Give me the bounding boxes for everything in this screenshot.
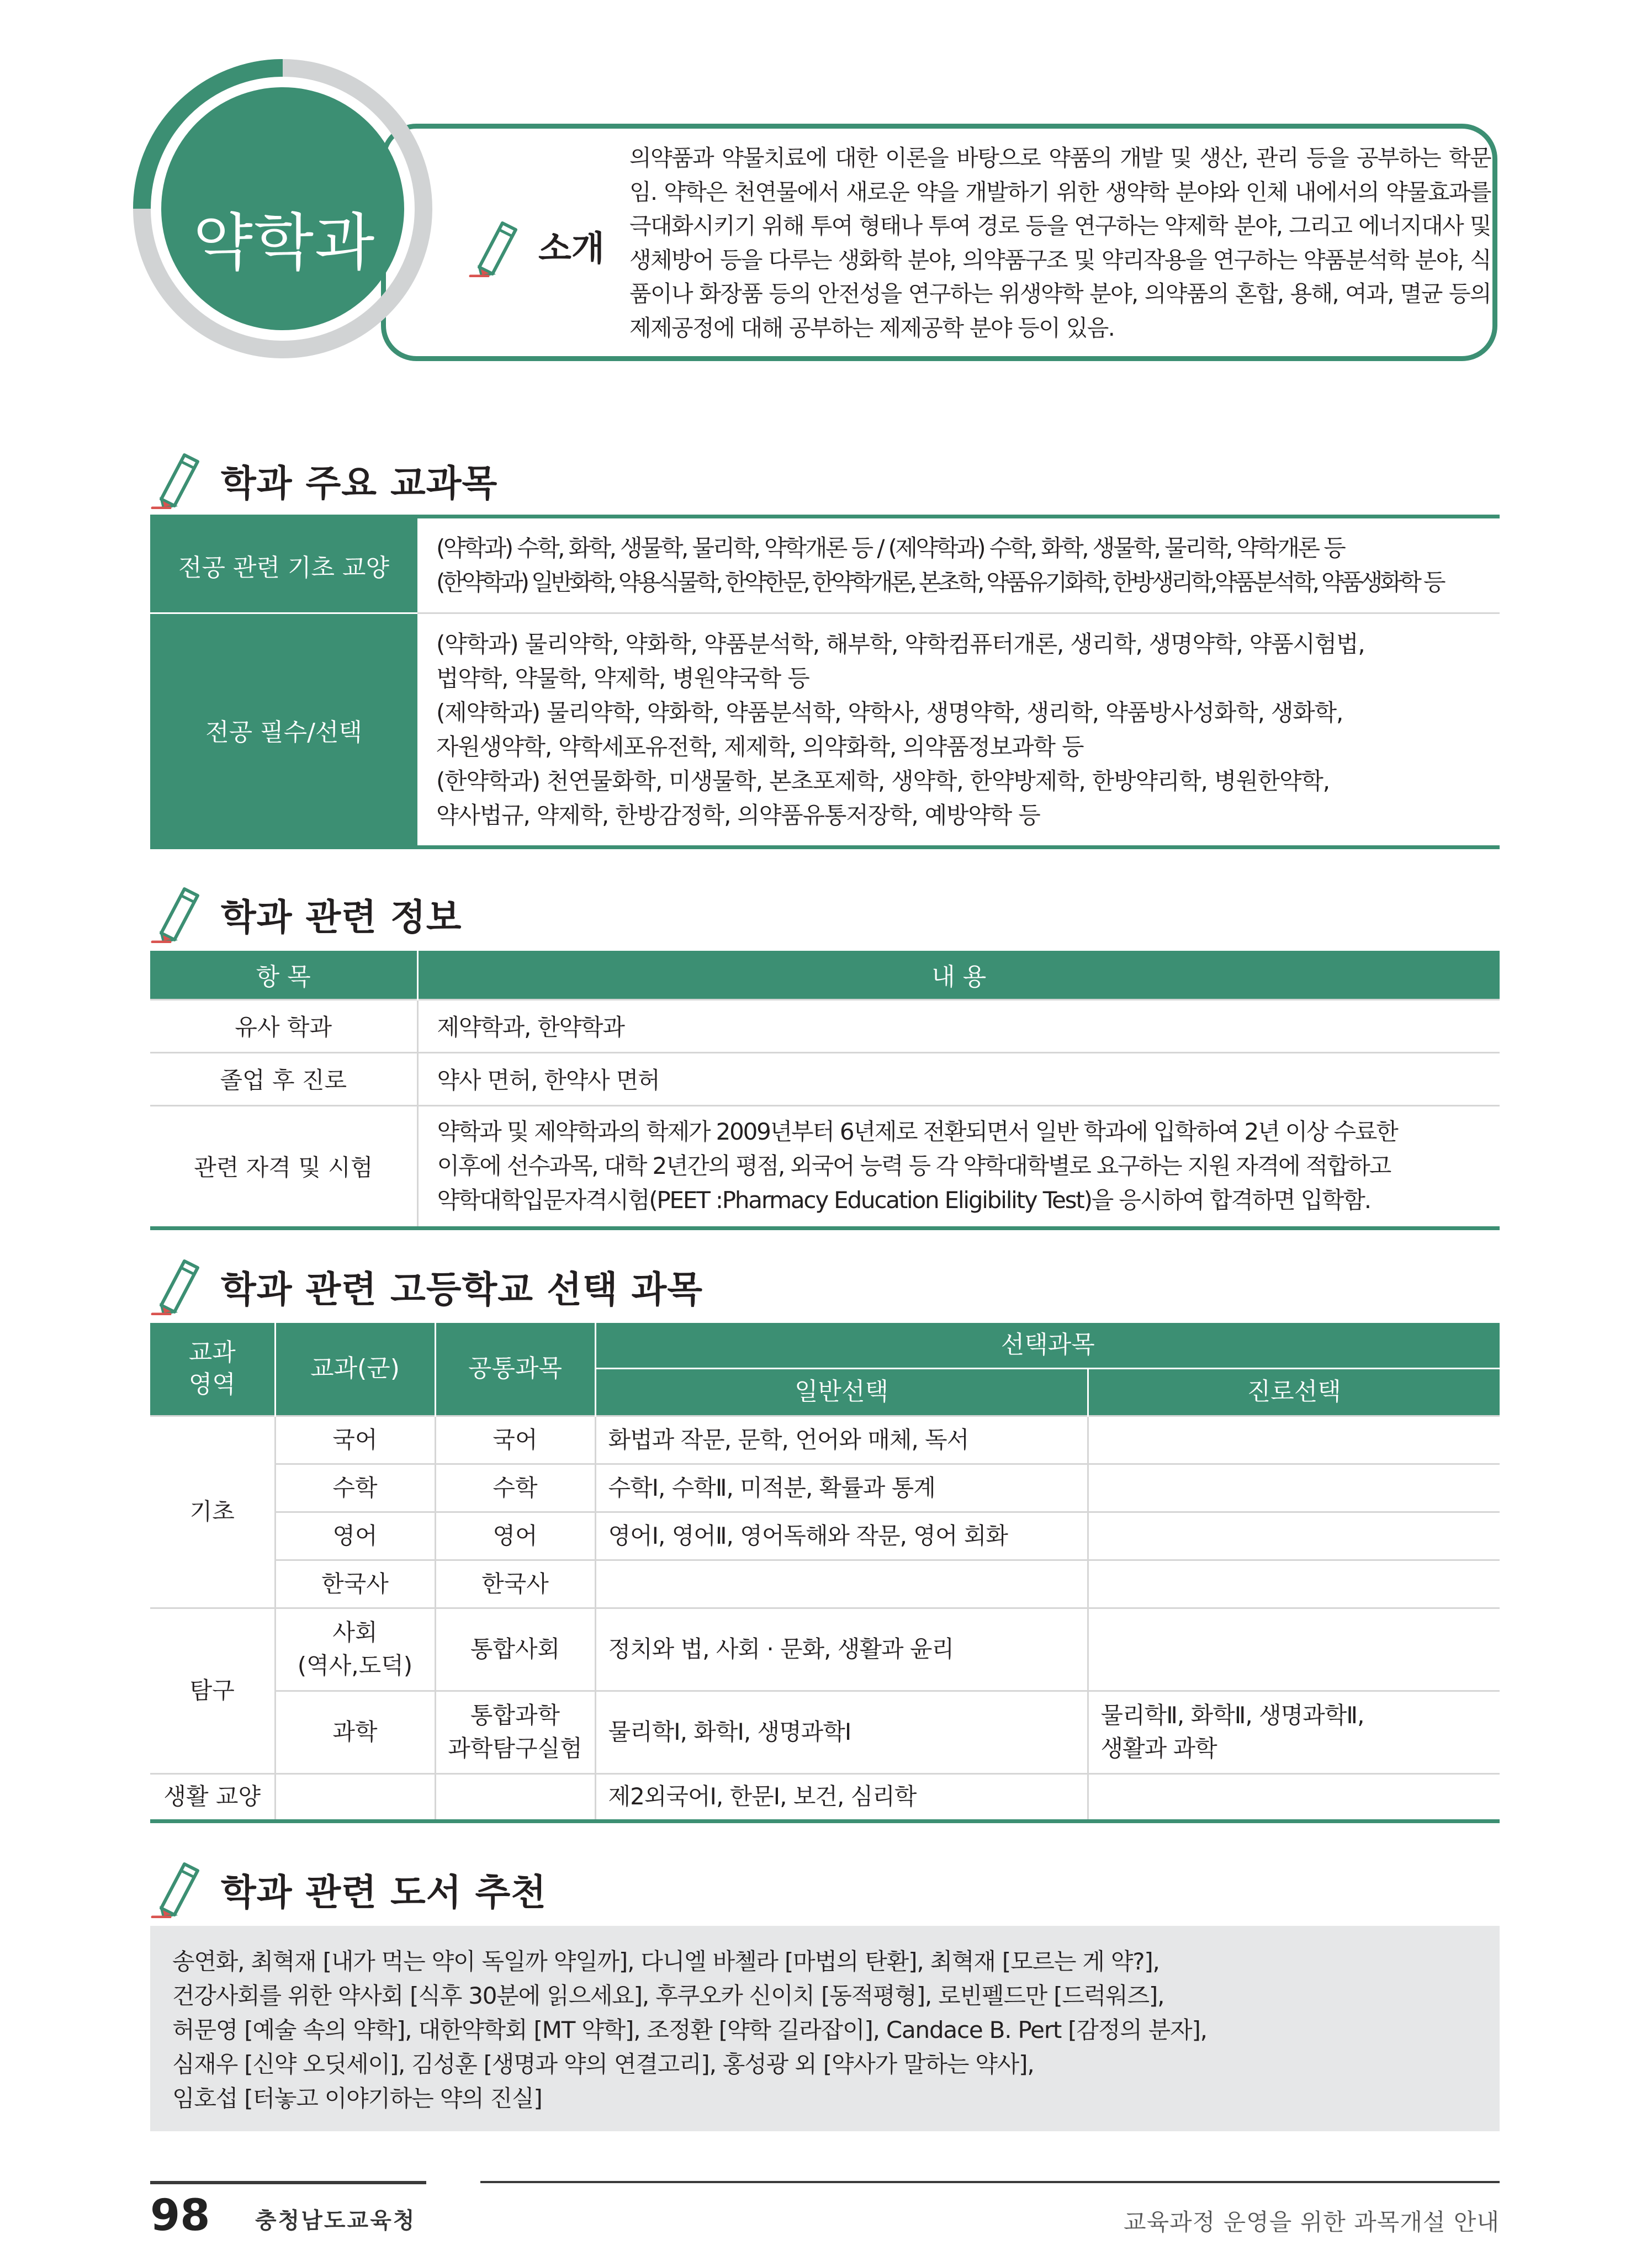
table-header-row xyxy=(150,1323,1500,1368)
table-row xyxy=(150,1773,1500,1821)
row-content xyxy=(417,1105,1500,1228)
header-line: 교과 xyxy=(188,1338,236,1367)
table-row xyxy=(150,1464,1500,1512)
column-header-career: 진로선택 xyxy=(1088,1368,1500,1416)
general-cell: 화법과 작문, 문학, 언어와 매체, 독서 xyxy=(595,1416,1088,1464)
table-row xyxy=(150,1052,1500,1105)
book-line: 송연화, 최혁재 [내가 먹는 약이 독일까 약일까], 다니엘 바첼라 [마법의 탄환], 최혁재 [모르는 게 약?], xyxy=(172,1948,1159,1975)
row-label: 전공 필수/선택 xyxy=(150,613,417,848)
cell-line: 생활과 과학 xyxy=(1100,1735,1217,1762)
career-cell xyxy=(1088,1608,1500,1691)
group-cell: 수학 xyxy=(275,1464,435,1512)
content-line: (약학과) 수학, 화학, 생물학, 물리학, 약학개론 등 / (제약학과) 수학, 화학, 생물학, 물리학, 약학개론 등 xyxy=(436,534,1344,562)
intro-text: 의약품과 약물치료에 대한 이론을 바탕으로 약품의 개발 및 생산, 관리 등을 공부하는 학문임. 약학은 천연물에서 새로운 약을 개발하기 위한 생약학 분야와 인체 내에서의 약물효과를 극대화시키기 위해 투여 형태나 투여 경로 등을 연구하는 약제학 분야, 그리고 에너지대사 및 생체방어 등을 다루는 생화학 분야, 의약품구조 및 약리작용을 연구하는 약품분석학 분야, 식품이나 화장품 등의 안전성을 연구하는 위생약학 분야, 의약품의 혼합, 용해, 여과, 멸균 등의 제제공정에 대해 공부하는 제제공학 분야 등이 있음. xyxy=(629,145,1491,341)
group-cell xyxy=(275,1773,435,1821)
general-cell: 제2외국어Ⅰ, 한문Ⅰ, 보건, 심리학 xyxy=(595,1773,1088,1821)
column-header-area xyxy=(150,1323,275,1416)
career-cell xyxy=(1088,1773,1500,1821)
table-row xyxy=(150,1512,1500,1560)
footer-guide-title: 교육과정 운영을 위한 과목개설 안내 xyxy=(1124,2209,1500,2236)
table-row xyxy=(150,999,1500,1052)
pencil-icon xyxy=(150,882,211,943)
row-content xyxy=(417,517,1500,613)
group-cell: 국어 xyxy=(275,1416,435,1464)
column-header-common: 공통과목 xyxy=(435,1323,595,1416)
book-line: 심재우 [신약 오딧세이], 김성훈 [생명과 약의 연결고리], 홍성광 외 [약사가 말하는 약사], xyxy=(172,2051,1034,2078)
footer-divider xyxy=(480,2181,1500,2183)
content-line: (제약학과) 물리약학, 약화학, 약품분석학, 약학사, 생명약학, 생리학, 약품방사성화학, 생화학, xyxy=(436,698,1343,726)
column-header-elective: 선택과목 xyxy=(595,1323,1500,1368)
career-cell xyxy=(1088,1512,1500,1560)
table-row xyxy=(150,1416,1500,1464)
section-title-subjects: 학과 관련 고등학교 선택 과목 xyxy=(221,1268,703,1311)
header-line: 영역 xyxy=(188,1370,236,1399)
group-cell xyxy=(275,1608,435,1691)
general-cell: 정치와 법, 사회 · 문화, 생활과 윤리 xyxy=(595,1608,1088,1691)
common-cell: 영어 xyxy=(435,1512,595,1560)
general-cell: 영어Ⅰ, 영어Ⅱ, 영어독해와 작문, 영어 회화 xyxy=(595,1512,1088,1560)
content-line: 약학과 및 제약학과의 학제가 2009년부터 6년제로 전환되면서 일반 학과에 입학하여 2년 이상 수료한 xyxy=(437,1118,1397,1145)
content-line: 약학대학입문자격시험(PEET :Pharmacy Education Eligibility Test)을 응시하여 합격하면 입학함. xyxy=(437,1187,1370,1214)
footer-divider xyxy=(150,2181,426,2184)
common-cell xyxy=(435,1773,595,1821)
book-line: 허문영 [예술 속의 약학], 대한약학회 [MT 약학], 조정환 [약학 길라잡이], Candace B. Pert [감정의 분자], xyxy=(172,2016,1207,2043)
common-cell: 국어 xyxy=(435,1416,595,1464)
content-line: (한약학과) 일반화학, 약용식물학, 한약한문, 한약학개론, 본초학, 약품유기화학, 한방생리학,약품분석학, 약품생화학 등 xyxy=(436,569,1443,596)
cell-line: 사회 xyxy=(332,1619,378,1646)
cell-line: 통합과학 xyxy=(470,1702,560,1729)
content-line: (약학과) 물리약학, 약화학, 약품분석학, 해부학, 약학컴퓨터개론, 생리학, 생명약학, 약품시험법, xyxy=(436,630,1365,658)
table-row xyxy=(150,1691,1500,1773)
page-number: 98 xyxy=(150,2191,210,2241)
career-cell xyxy=(1088,1691,1500,1773)
common-cell: 수학 xyxy=(435,1464,595,1512)
career-cell xyxy=(1088,1416,1500,1464)
row-label: 유사 학과 xyxy=(150,999,417,1052)
pencil-icon xyxy=(150,1857,211,1918)
row-label: 졸업 후 진로 xyxy=(150,1052,417,1105)
area-cell: 탐구 xyxy=(150,1608,275,1773)
courses-table xyxy=(150,515,1500,849)
info-table xyxy=(150,951,1500,1230)
intro-label: 소개 xyxy=(538,228,605,268)
cell-line: 과학탐구실험 xyxy=(448,1735,583,1762)
row-label: 전공 관련 기초 교양 xyxy=(150,517,417,613)
table-row xyxy=(150,517,1500,613)
section-title-info: 학과 관련 정보 xyxy=(221,896,462,939)
content-line: 자원생약학, 약학세포유전학, 제제학, 의약화학, 의약품정보과학 등 xyxy=(436,733,1084,760)
section-title-courses: 학과 주요 교과목 xyxy=(221,462,498,505)
content-line: 법약학, 약물학, 약제학, 병원약국학 등 xyxy=(436,664,809,692)
pencil-icon xyxy=(150,1254,211,1315)
row-content: 제약학과, 한약학과 xyxy=(417,999,1500,1052)
pencil-icon xyxy=(150,448,211,509)
column-header-group: 교과(군) xyxy=(275,1323,435,1416)
column-header-content: 내 용 xyxy=(417,951,1500,999)
common-cell: 통합사회 xyxy=(435,1608,595,1691)
group-cell: 한국사 xyxy=(275,1560,435,1608)
general-cell: 물리학Ⅰ, 화학Ⅰ, 생명과학Ⅰ xyxy=(595,1691,1088,1773)
column-header-item: 항 목 xyxy=(150,951,417,999)
table-row xyxy=(150,1560,1500,1608)
content-line: (한약학과) 천연물화학, 미생물학, 본초포제학, 생약학, 한약방제학, 한방약리학, 병원한약학, xyxy=(436,767,1330,795)
table-row xyxy=(150,1608,1500,1691)
section-title-books: 학과 관련 도서 추천 xyxy=(221,1871,547,1914)
book-line: 임호섭 [터놓고 이야기하는 약의 진실] xyxy=(172,2085,542,2112)
book-line: 건강사회를 위한 약사회 [식후 30분에 읽으세요], 후쿠오카 신이치 [동적평형], 로빈펠드만 [드럭워즈], xyxy=(172,1982,1164,2009)
group-cell: 영어 xyxy=(275,1512,435,1560)
content-line: 약사법규, 약제학, 한방감정학, 의약품유통저장학, 예방약학 등 xyxy=(436,801,1040,829)
row-label: 관련 자격 및 시험 xyxy=(150,1105,417,1228)
footer-office: 충청남도교육청 xyxy=(255,2208,416,2233)
general-cell: 수학Ⅰ, 수학Ⅱ, 미적분, 확률과 통계 xyxy=(595,1464,1088,1512)
general-cell xyxy=(595,1560,1088,1608)
pencil-icon xyxy=(468,216,529,277)
department-title: 약학과 xyxy=(193,207,376,279)
area-cell: 기초 xyxy=(150,1416,275,1608)
career-cell xyxy=(1088,1464,1500,1512)
area-cell: 생활 교양 xyxy=(150,1773,275,1821)
book-list xyxy=(150,1926,1500,2131)
career-cell xyxy=(1088,1560,1500,1608)
group-cell: 과학 xyxy=(275,1691,435,1773)
table-row xyxy=(150,613,1500,848)
content-line: 이후에 선수과목, 대학 2년간의 평점, 외국어 능력 등 각 약학대학별로 요구하는 지원 자격에 적합하고 xyxy=(437,1152,1391,1179)
table-header-row xyxy=(150,951,1500,999)
cell-line: 물리학Ⅱ, 화학Ⅱ, 생명과학Ⅱ, xyxy=(1100,1702,1364,1729)
common-cell xyxy=(435,1691,595,1773)
row-content: 약사 면허, 한약사 면허 xyxy=(417,1052,1500,1105)
common-cell: 한국사 xyxy=(435,1560,595,1608)
column-header-general: 일반선택 xyxy=(595,1368,1088,1416)
table-row xyxy=(150,1105,1500,1228)
cell-line: (역사,도덕) xyxy=(297,1652,413,1679)
subjects-table xyxy=(150,1323,1500,1823)
row-content xyxy=(417,613,1500,848)
